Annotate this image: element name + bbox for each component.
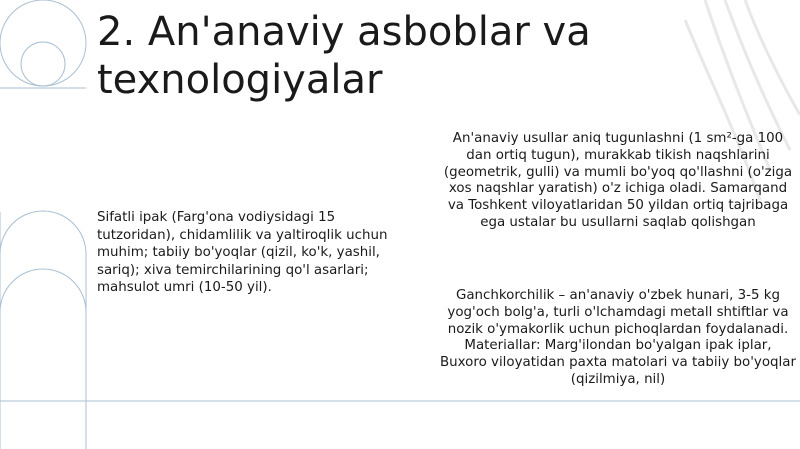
title-line-2: texnologiyalar <box>97 57 383 103</box>
slide-title <box>97 8 657 104</box>
right-paragraph-1: An'anaviy usullar aniq tugunlashni (1 sm²-ga 100 dan ortiq tugun), murakkab tikish naqshlarini (geometrik, gulli) va mumli bo'yoq qo'llashni (o'ziga xos naqshlar yaratish) o'z ichiga oladi. Samarqand va Toshkent viloyatlaridan 50 yildan ortiq tajribaga ega ustalar bu usullarni saqlab qolishgan <box>443 131 793 230</box>
deco-arch-lower <box>0 269 86 312</box>
title-line-1: 2. An'anaviy asboblar va <box>97 9 591 55</box>
deco-circle-large <box>0 0 86 86</box>
deco-circle-small <box>21 42 65 86</box>
left-paragraph: Sifatli ipak (Farg'ona vodiysidagi 15 tutzoridan), chidamlilik va yaltiroqlik uchun muhim; tabiiy bo'yoqlar (qizil, ko'k, yashil, sariq); xiva temirchilarining qo'l asarlari; mahsulot umri (10-50 yil). <box>97 210 388 296</box>
right-paragraph-2: Ganchkorchilik – an'anaviy o'zbek hunari, 3-5 kg yog'och bolg'a, turli o'lchamdagi metall shtiftlar va nozik o'ymakorlik uchun pichoqlardan foydalanadi. Materiallar: Marg'ilondan bo'yalgan ipak iplar, Buxoro viloyatidan paxta matolari va tabiiy bo'yoqlar (qizilmiya, nil) <box>440 288 796 387</box>
deco-arch-upper <box>0 211 86 449</box>
